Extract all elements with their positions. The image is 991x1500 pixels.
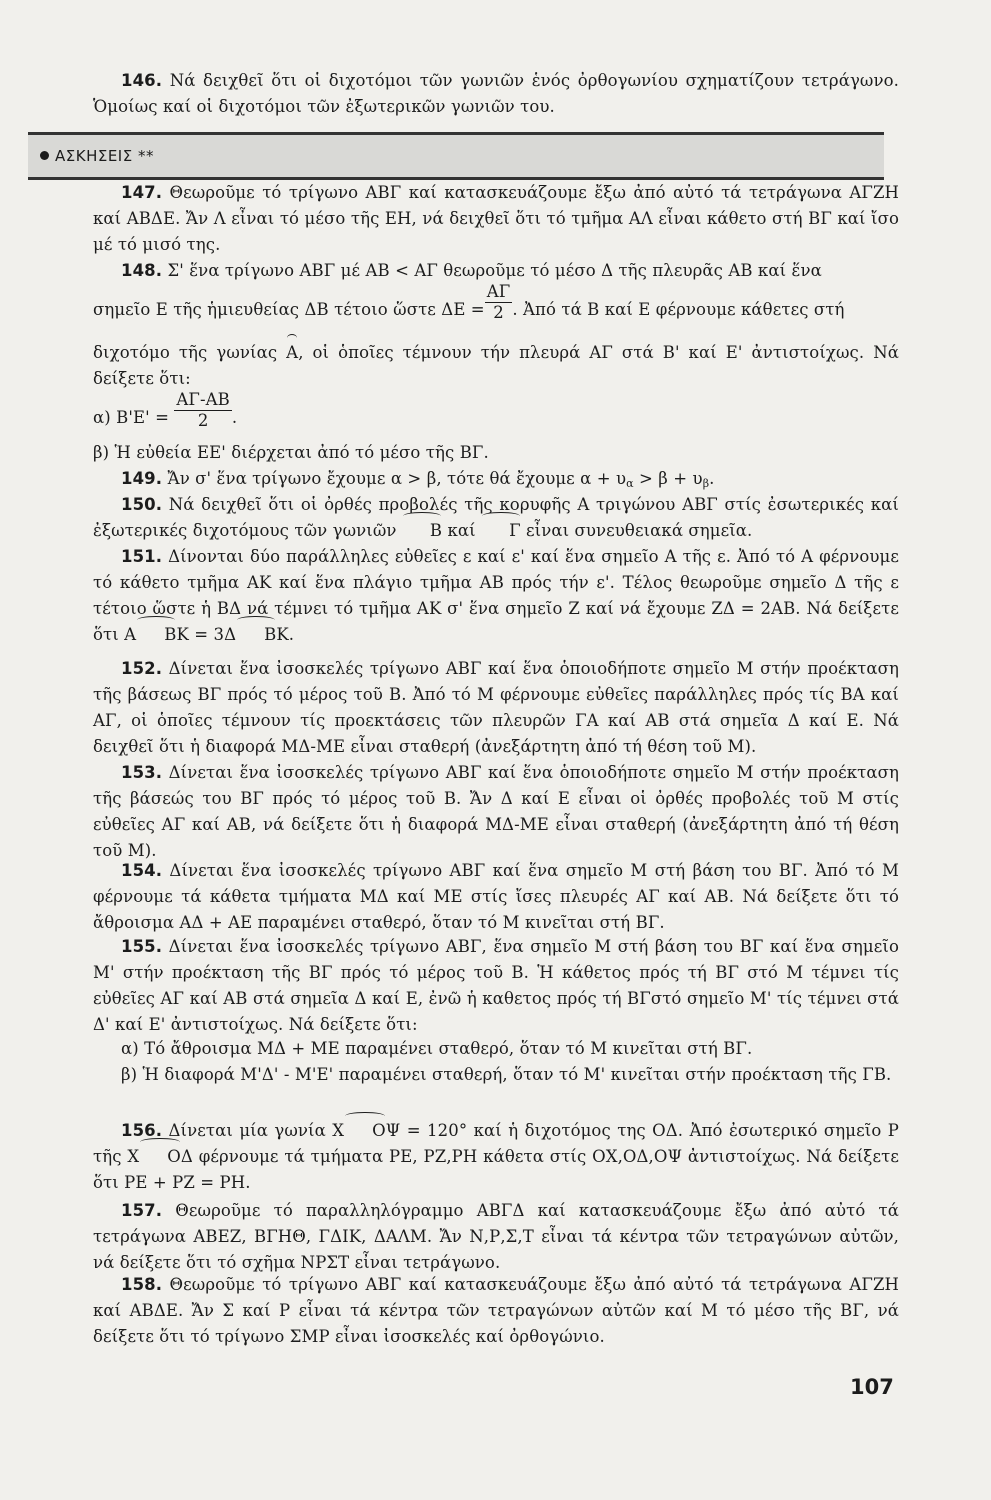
exercise-152	[93, 656, 899, 760]
exercise-text: Κ.	[276, 625, 295, 644]
section-title-text: ΑΣΚΗΣΕΙΣ **	[55, 147, 154, 165]
part-b-text: β) Ἡ εὐθεία ΕΕ' διέρχεται ἀπό τό μέσο τῆς ΒΓ.	[93, 443, 489, 462]
exercise-157	[93, 1198, 899, 1276]
exercise-number: 146.	[121, 71, 163, 90]
exercise-155	[93, 934, 899, 1038]
subscript: α	[626, 477, 634, 490]
exercise-text: διχοτόμο τῆς γωνίας	[93, 343, 278, 362]
angle-symbol: Ο	[344, 1118, 386, 1144]
exercise-150	[93, 492, 899, 544]
exercise-text: σημεῖο Ε τῆς ἡμιευθείας ΔΒ τέτοιο ὥστε ΔΕ =	[93, 300, 485, 319]
exercise-text: Δίνεται ἕνα ἰσοσκελές τρίγωνο ΑΒΓ καί ἕνα ὁποιοδήποτε σημεῖο Μ στήν προέκταση τῆς βάσεώς του ΒΓ πρός τό μέρος τοῦ Β. Ἄν Δ καί Ε εἶναι οἱ ὀρθές προβολές τοῦ Μ στίς εὐθεῖες ΑΓ καί ΑΒ, νά δείξετε ὅτι ἡ διαφορά ΜΔ-ΜΕ εἶναι σταθερή (ἀνεξάρτητη ἀπό τή θέση τοῦ Μ).	[93, 763, 899, 860]
exercise-text: Δ φέρνουμε τά τμήματα ΡΕ, ΡΖ,ΡΗ κάθετα στίς ΟΧ,ΟΔ,ΟΨ ἀντιστοίχως. Νά δείξετε ὅτι ΡΕ + ΡΖ = ΡΗ.	[93, 1147, 899, 1192]
exercise-number: 157.	[121, 1201, 163, 1220]
exercise-text: .	[231, 408, 238, 427]
exercise-text: . Ἀπό τά Β καί Ε φέρνουμε κάθετες στή	[512, 300, 845, 319]
exercise-number: 154.	[121, 861, 163, 880]
section-banner	[28, 132, 884, 180]
angle-symbol: Ο	[139, 1144, 181, 1170]
angle-symbol: Γ	[481, 518, 521, 544]
exercise-155-a	[93, 1036, 899, 1062]
exercise-text: Ψ = 120° καί ἡ διχοτόμος της ΟΔ. Ἀπό ἐσωτερικό σημεῖο Ρ τῆς Χ	[93, 1121, 899, 1166]
exercise-148-a	[93, 390, 899, 439]
exercise-number: 148.	[121, 261, 163, 280]
part-a-text: α) Τό ἄθροισμα ΜΔ + ΜΕ παραμένει σταθερό, ὅταν τό Μ κινεῖται στή ΒΓ.	[121, 1039, 753, 1058]
fraction-denominator: 2	[197, 411, 209, 430]
exercise-text: Δίνεται μία γωνία Χ	[168, 1121, 345, 1140]
exercise-text: Δίνεται ἕνα ἰσοσκελές τρίγωνο ΑΒΓ καί ἕνα ὁποιοδήποτε σημεῖο Μ στήν προέκταση τῆς βάσεως ΒΓ πρός τό μέρος τοῦ Β. Ἀπό τό Μ φέρνουμε εὐθεῖες παράλληλες πρός τίς ΒΑ καί ΑΓ, οἱ ὁποῖες τέμνουν τίς προεκτάσεις τῶν πλευρῶν ΓΑ καί ΑΒ στά σημεῖα Δ καί Ε. Νά δειχθεῖ ὅτι ἡ διαφορά ΜΔ-ΜΕ εἶναι σταθερή (ἀνεξάρτητη ἀπό τή θέση τοῦ Μ).	[93, 659, 899, 756]
angle-symbol: Β	[136, 622, 176, 648]
exercise-number: 152.	[121, 659, 163, 678]
exercise-text: Ἄν σ' ἕνα τρίγωνο ἔχουμε α > β, τότε θά ἔχουμε α + υ	[167, 469, 627, 488]
angle-symbol: Β	[402, 518, 442, 544]
exercise-text: > β + υ	[633, 469, 703, 488]
exercise-text: , οἱ ὁποῖες τέμνουν τήν πλευρά ΑΓ στά Β' καί Ε' ἀντιστοίχως. Νά δείξετε ὅτι:	[93, 343, 899, 388]
exercise-text: Θεωροῦμε τό παραλληλόγραμμο ΑΒΓΔ καί κατασκευάζουμε ἔξω ἀπό αὐτό τά τετράγωνα ΑΒΕΖ, ΒΓΗΘ, ΓΔΙΚ, ΔΑΛΜ. Ἄν Ν,Ρ,Σ,Τ εἶναι τά κέντρα τῶν τετραγώνων αὐτῶν, νά δείξετε ὅτι τό σχῆμα ΝΡΣΤ εἶναι τετράγωνο.	[93, 1201, 899, 1272]
exercise-text: Νά δειχθεῖ ὅτι οἱ διχοτόμοι τῶν γωνιῶν ἑνός ὀρθογωνίου σχηματίζουν τετράγωνο. Ὁμοίως καί οἱ διχοτόμοι τῶν ἐξωτερικῶν γωνιῶν του.	[93, 71, 899, 116]
exercise-158	[93, 1272, 899, 1350]
subscript: β	[702, 477, 710, 490]
angle-symbol: Β	[236, 622, 276, 648]
section-title	[40, 147, 154, 165]
exercise-number: 150.	[121, 495, 163, 514]
page-number: 107	[850, 1375, 894, 1399]
exercise-number: 149.	[121, 469, 163, 488]
exercise-text: Σ' ἕνα τρίγωνο ΑΒΓ μέ ΑΒ < ΑΓ θεωροῦμε τό μέσο Δ τῆς πλευρᾶς ΑΒ καί ἕνα	[167, 261, 822, 280]
exercise-text: Θεωροῦμε τό τρίγωνο ΑΒΓ καί κατασκευάζουμε ἔξω ἀπό αὐτό τά τετράγωνα ΑΓΖΗ καί ΑΒΔΕ. Ἄν Λ εἶναι τό μέσο τῆς ΕΗ, νά δειχθεῖ ὅτι τό τμῆμα ΑΛ εἶναι κάθετο στή ΒΓ καί ἴσο μέ τό μισό της.	[93, 183, 899, 254]
exercise-text: Δίνεται ἕνα ἰσοσκελές τρίγωνο ΑΒΓ καί ἕνα σημεῖο Μ στή βάση του ΒΓ. Ἀπό τό Μ φέρνουμε τά κάθετα τμήματα ΜΔ καί ΜΕ στίς ἴσες πλευρές ΑΓ καί ΑΒ. Νά δείξετε ὅτι τό ἄθροισμα ΑΔ + ΑΕ παραμένει σταθερό, ὅταν τό Μ κινεῖται στή ΒΓ.	[93, 861, 899, 932]
exercise-155-b	[93, 1062, 899, 1088]
bullet-icon	[40, 151, 49, 160]
part-a-label: α) Β'Ε' =	[93, 408, 170, 427]
exercise-148-line2	[93, 282, 899, 331]
exercise-text: Θεωροῦμε τό τρίγωνο ΑΒΓ καί κατασκευάζουμε ἔξω ἀπό αὐτό τά τετράγωνα ΑΓΖΗ καί ΑΒΔΕ. Ἄν Σ καί Ρ εἶναι τά κέντρα τῶν τετραγώνων αὐτῶν καί Μ τό μέσο τῆς ΒΓ, νά δείξετε ὅτι τό τρίγωνο ΣΜΡ εἶναι ἰσοσκελές καί ὀρθογώνιο.	[93, 1275, 899, 1346]
exercise-number: 155.	[121, 937, 163, 956]
exercise-number: 151.	[121, 547, 163, 566]
exercise-148	[93, 258, 899, 284]
exercise-number: 158.	[121, 1275, 163, 1294]
fraction	[174, 390, 231, 431]
exercise-147	[93, 180, 899, 258]
exercise-text: Δίνεται ἕνα ἰσοσκελές τρίγωνο ΑΒΓ, ἕνα σημεῖο Μ στή βάση του ΒΓ καί ἕνα σημεῖο Μ' στήν προέκταση τῆς ΒΓ πρός τό μέρος τοῦ Β. Ἡ κάθετος πρός τή ΒΓ στό Μ τέμνει τίς εὐθεῖες ΑΓ καί ΑΒ στά σημεῖα Δ καί Ε, ἐνῶ ἡ καθετος πρός τή ΒΓστό σημεῖο Μ' τίς τέμνει στά Δ' καί Ε' ἀντιστοίχως. Νά δείξετε ὅτι:	[93, 937, 899, 1034]
exercise-number: 156.	[121, 1121, 163, 1140]
exercise-text: εἶναι συνευθειακά σημεῖα.	[526, 521, 753, 540]
fraction	[485, 282, 513, 323]
exercise-156	[93, 1118, 899, 1196]
exercise-text: Δίνονται δύο παράλληλες εὐθεῖες ε καί ε' καί ἕνα σημεῖο Α τῆς ε. Ἀπό τό Α φέρνουμε τό κάθετο τμῆμα ΑΚ καί ἕνα πλάγιο τμῆμα ΑΒ πρός τήν ε'. Τέλος θεωροῦμε σημεῖο Δ τῆς ε τέτοιο ὥστε ἡ ΒΔ νά τέμνει τό τμῆμα ΑΚ σ' ἕνα σημεῖο Ζ καί νά ἔχουμε ΖΔ = 2ΑΒ. Νά δείξετε ὅτι Α	[93, 547, 899, 644]
fraction-numerator: ΑΓ	[486, 282, 511, 301]
exercise-148-b	[93, 440, 899, 466]
fraction-numerator: ΑΓ-ΑΒ	[176, 390, 230, 409]
part-b-text: β) Ἡ διαφορά Μ'Δ' - Μ'Ε' παραμένει σταθερή, ὅταν τό Μ' κινεῖται στήν προέκταση τῆς ΓΒ.	[121, 1065, 892, 1084]
angle-symbol: Α	[286, 340, 298, 366]
exercise-154	[93, 858, 899, 936]
exercise-number: 147.	[121, 183, 163, 202]
exercise-text: καί	[447, 521, 476, 540]
fraction-denominator: 2	[493, 303, 504, 322]
exercise-text: Κ = 3Δ	[176, 625, 237, 644]
exercise-153	[93, 760, 899, 864]
exercise-text: .	[709, 469, 715, 488]
exercise-151	[93, 544, 899, 648]
exercise-number: 153.	[121, 763, 163, 782]
exercise-146	[93, 68, 899, 120]
exercise-text: Νά δειχθεῖ ὅτι οἱ ὀρθές προβολές τῆς κορυφῆς Α τριγώνου ΑΒΓ στίς ἐσωτερικές καί ἐξωτερικές διχοτόμους τῶν γωνιῶν	[93, 495, 899, 540]
exercise-148-line3	[93, 340, 899, 392]
